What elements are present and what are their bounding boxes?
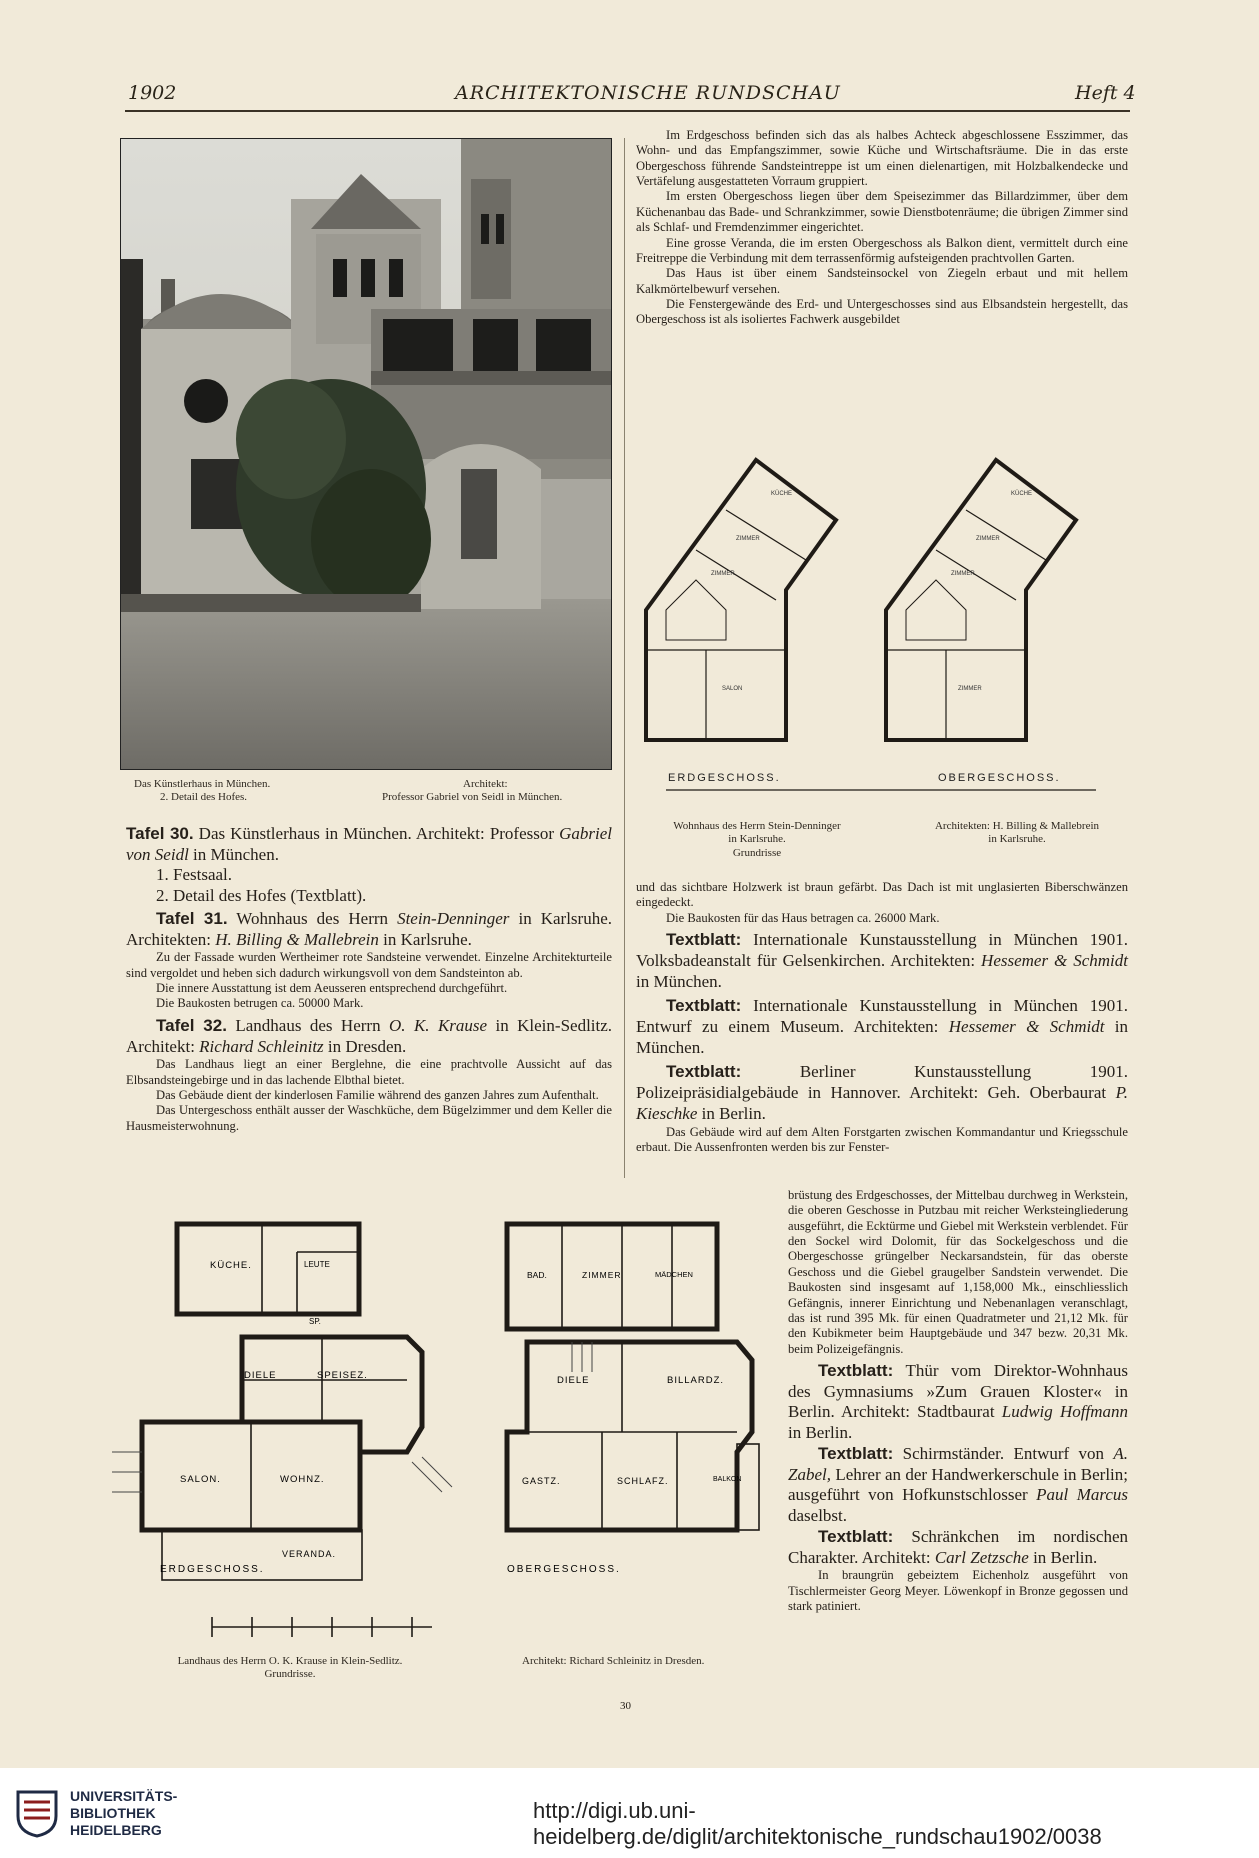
footer-bar xyxy=(0,1768,1259,1858)
svg-text:KÜCHE: KÜCHE xyxy=(771,491,793,497)
page-number: 30 xyxy=(620,1700,631,1712)
eg-speisez: SPEISEZ. xyxy=(317,1370,368,1381)
og-label: OBERGESCHOSS. xyxy=(507,1564,621,1575)
eg-salon: SALON. xyxy=(180,1474,221,1485)
photo-caption-left-1: Das Künstlerhaus in München. xyxy=(134,778,271,790)
right-column-mid: und das sichtbare Holzwerk ist braun gefärbt. Das Dach ist mit unglasierten Biberschwänzen eingedeckt. Die Baukosten für das Haus betragen ca. 26000 Mark. Textblatt: Internationale Kunstausstellung in München 1901. Volksbadeanstalt für Gelsenkirchen. Architekten: Hessemer & Schmidt in München. Textblatt: Internationale Kunstausstellung in München 1901. Entwurf zu einem Museum. Architekten: Hessemer & Schmidt in München. Textblatt: Berliner Kunstausstellung 1901. Polizeipräsidialgebäude in Hannover. Architekt: Geh. Oberbaurat P. Kieschke in Berlin. Das Gebäude wird auf dem Alten Forstgarten zwischen Kommandantur und Kriegsschule erbaut. Die Aussenfronten werden bis zur Fenster- xyxy=(636,880,1129,1155)
column-divider xyxy=(624,138,625,1178)
klein-sedlitz-floor-plans xyxy=(112,1212,772,1652)
svg-text:ZIMMER: ZIMMER xyxy=(951,571,975,577)
header-rule xyxy=(125,110,1130,112)
og-gastz: GASTZ. xyxy=(522,1476,561,1486)
eg-diele: DIELE xyxy=(244,1370,277,1381)
svg-text:ZIMMER: ZIMMER xyxy=(958,686,982,692)
courtyard-photo xyxy=(120,138,612,770)
og-schlafz: SCHLAFZ. xyxy=(617,1476,669,1486)
og-maedchen: MÄDCHEN xyxy=(655,1270,693,1279)
left-column: Tafel 30. Das Künstlerhaus in München. Architekt: Professor Gabriel von Seidl in München. 1. Festsaal. 2. Detail des Hofes (Textblatt). Tafel 31. Wohnhaus des Herrn Stein-Denninger in Karlsruhe. Architekten: H. Billing & Mallebrein in Karlsruhe. Zu der Fassade wurden Wertheimer rote Sandsteine verwendet. Einzelne Architekturteile sind vergoldet und heben sich dadurch wirkungsvoll von dem Sandsteinton ab. Die innere Ausstattung ist dem Aeusseren entsprechend durchgeführt. Die Baukosten betrugen ca. 50000 Mark. Tafel 32. Landhaus des Herrn O. K. Krause in Klein-Sedlitz. Architekt: Richard Schleinitz in Dresden. Das Landhaus liegt an einer Berglehne, die eine prachtvolle Aussicht auf das Elbsandsteingebirge und in das lachende Elbthal bietet. Das Gebäude dient der kinderlosen Familie während des ganzen Jahres zum Aufenthalt. Das Untergeschoss enthält ausser der Waschküche, dem Bügelzimmer und dem Keller die Hausmeisterwohnung. xyxy=(126,824,613,1133)
textblatt-5-label: Textblatt: xyxy=(818,1443,894,1463)
og-bad: BAD. xyxy=(527,1270,547,1280)
right-column-top: Im Erdgeschoss befinden sich das als halbes Achteck abgeschlossene Esszimmer, das Wohn- und das Empfangszimmer, sowie Küche und Wirtschaftsräume. Die in das erste Obergeschoss führende Sandsteintreppe ist um einen dielenartigen, mit Holzbalkendecke und Vertäfelung ausgestatteten Vorraum gruppiert. Im ersten Obergeschoss liegen über dem Speisezimmer das Billardzimmer, über dem Küchenanbau das Bade- und Schrankzimmer, sowie Dienstbotenräume; die übrigen Zimmer sind als Schlaf- und Fremdenzimmer eingerichtet. Eine grosse Veranda, die im ersten Obergeschoss als Balkon dient, vermittelt durch eine Freitreppe die Verbindung mit dem terrassenförmig aufsteigenden prachtvollen Garten. Das Haus ist über einem Sandsteinsockel von Ziegeln erbaut und mit hellem Kalkmörtelbewurf versehen. Die Fenstergewände des Erd- und Untergeschosses sind aus Elbsandstein hergestellt, das Obergeschoss ist als isoliertes Fachwerk ausgebildet xyxy=(636,128,1128,327)
photo-caption-right-1: Architekt: xyxy=(463,778,508,790)
og-diele: DIELE xyxy=(557,1375,590,1386)
og-billardz: BILLARDZ. xyxy=(667,1375,725,1386)
svg-text:ZIMMER: ZIMMER xyxy=(736,536,760,542)
plan-top-caption-right: Architekten: H. Billing & Mallebrein in Karlsruhe. xyxy=(934,820,1100,846)
eg-kueche: KÜCHE. xyxy=(210,1260,252,1271)
university-seal-icon xyxy=(14,1788,60,1838)
right-column-narrow: brüstung des Erdgeschosses, der Mittelbau durchweg in Werkstein, die oberen Geschosse in Putzbau mit reicher Werksteingliederung ausgeführt, die Ecktürme und Giebel mit Werkstein verblendet. Für den Sockel wird Dolomit, für das Sockelgeschoss und die Obergeschosse grüngelber Neckarsandstein, für das oberste Geschoss und die Giebel graugelber Sandstein verwendet. Die Baukosten sind insgesamt auf 1,158,000 Mk., einschliesslich Gefängnis, innerer Einrichtung und Nebenanlagen veranschlagt, das ist rund 395 Mk. für einen Quadratmeter und 21,12 Mk. für den Kubikmeter beim Hauptgebäude und 347 bezw. 20,31 Mk. beim Polizeigefängnis. Textblatt: Thür vom Direktor-Wohnhaus des Gymnasiums »Zum Grauen Kloster« in Berlin. Architekt: Stadtbaurat Ludwig Hoffmann in Berlin. Textblatt: Schirmständer. Entwurf von A. Zabel, Lehrer an der Handwerkerschule in Berlin; ausgeführt von Hofkunstschlosser Paul Marcus daselbst. Textblatt: Schränkchen im nordischen Charakter. Architekt: Carl Zetzsche in Berlin. In braungrün gebeiztem Eichenholz ausgeführt von Tischlermeister Georg Meyer. Löwenkopf in Bronze gegossen und stark patiniert. xyxy=(788,1188,1129,1614)
plan-bottom-caption-right: Architekt: Richard Schleinitz in Dresden. xyxy=(522,1655,705,1667)
eg-veranda: VERANDA. xyxy=(282,1549,337,1559)
source-url-link[interactable]: http://digi.ub.uni-heidelberg.de/diglit/architektonische_rundschau1902/0038 xyxy=(533,1798,1102,1849)
header-issue: Heft 4 xyxy=(1075,82,1136,104)
plan-top-label-erdgeschoss: ERDGESCHOSS. xyxy=(668,772,781,784)
eg-wohnz: WOHNZ. xyxy=(280,1474,325,1485)
tafel30-label: Tafel 30. xyxy=(126,824,194,843)
eg-sp: SP. xyxy=(309,1317,321,1326)
header-journal: ARCHITEKTONISCHE RUNDSCHAU xyxy=(455,82,841,104)
og-zimmer: ZIMMER xyxy=(582,1270,622,1280)
textblatt-3-label: Textblatt: xyxy=(666,1062,742,1082)
photo-caption-left-2: 2. Detail des Hofes. xyxy=(160,791,248,803)
plan-top-label-obergeschoss: OBERGESCHOSS. xyxy=(938,772,1061,784)
header-year: 1902 xyxy=(128,82,177,104)
karlsruhe-floor-plans xyxy=(636,400,1128,805)
textblatt-6-label: Textblatt: xyxy=(818,1526,894,1546)
plan-top-caption-left: Wohnhaus des Herrn Stein-Denninger in Karlsruhe. Grundrisse xyxy=(673,820,841,859)
svg-text:KÜCHE: KÜCHE xyxy=(1011,491,1033,497)
tafel30-architect: Gabriel von Seidl xyxy=(126,824,613,864)
svg-text:SALON: SALON xyxy=(722,686,743,692)
tafel32-label: Tafel 32. xyxy=(156,1015,227,1035)
plan-bottom-caption-left: Landhaus des Herrn O. K. Krause in Klein-Sedlitz. Grundrisse. xyxy=(177,1655,403,1681)
og-balkon: BALKON xyxy=(713,1476,742,1483)
eg-label: ERDGESCHOSS. xyxy=(160,1564,265,1575)
library-logo[interactable]: UNIVERSITÄTS- BIBLIOTHEK HEIDELBERG xyxy=(70,1788,178,1838)
eg-leute: LEUTE xyxy=(304,1260,330,1269)
textblatt-4-label: Textblatt: xyxy=(818,1360,894,1380)
textblatt-1-label: Textblatt: xyxy=(666,930,742,950)
svg-text:ZIMMER: ZIMMER xyxy=(976,536,1000,542)
svg-text:ZIMMER: ZIMMER xyxy=(711,571,735,577)
tafel31-label: Tafel 31. xyxy=(156,908,228,928)
photo-caption-right-2: Professor Gabriel von Seidl in München. xyxy=(382,791,563,803)
textblatt-2-label: Textblatt: xyxy=(666,996,742,1016)
